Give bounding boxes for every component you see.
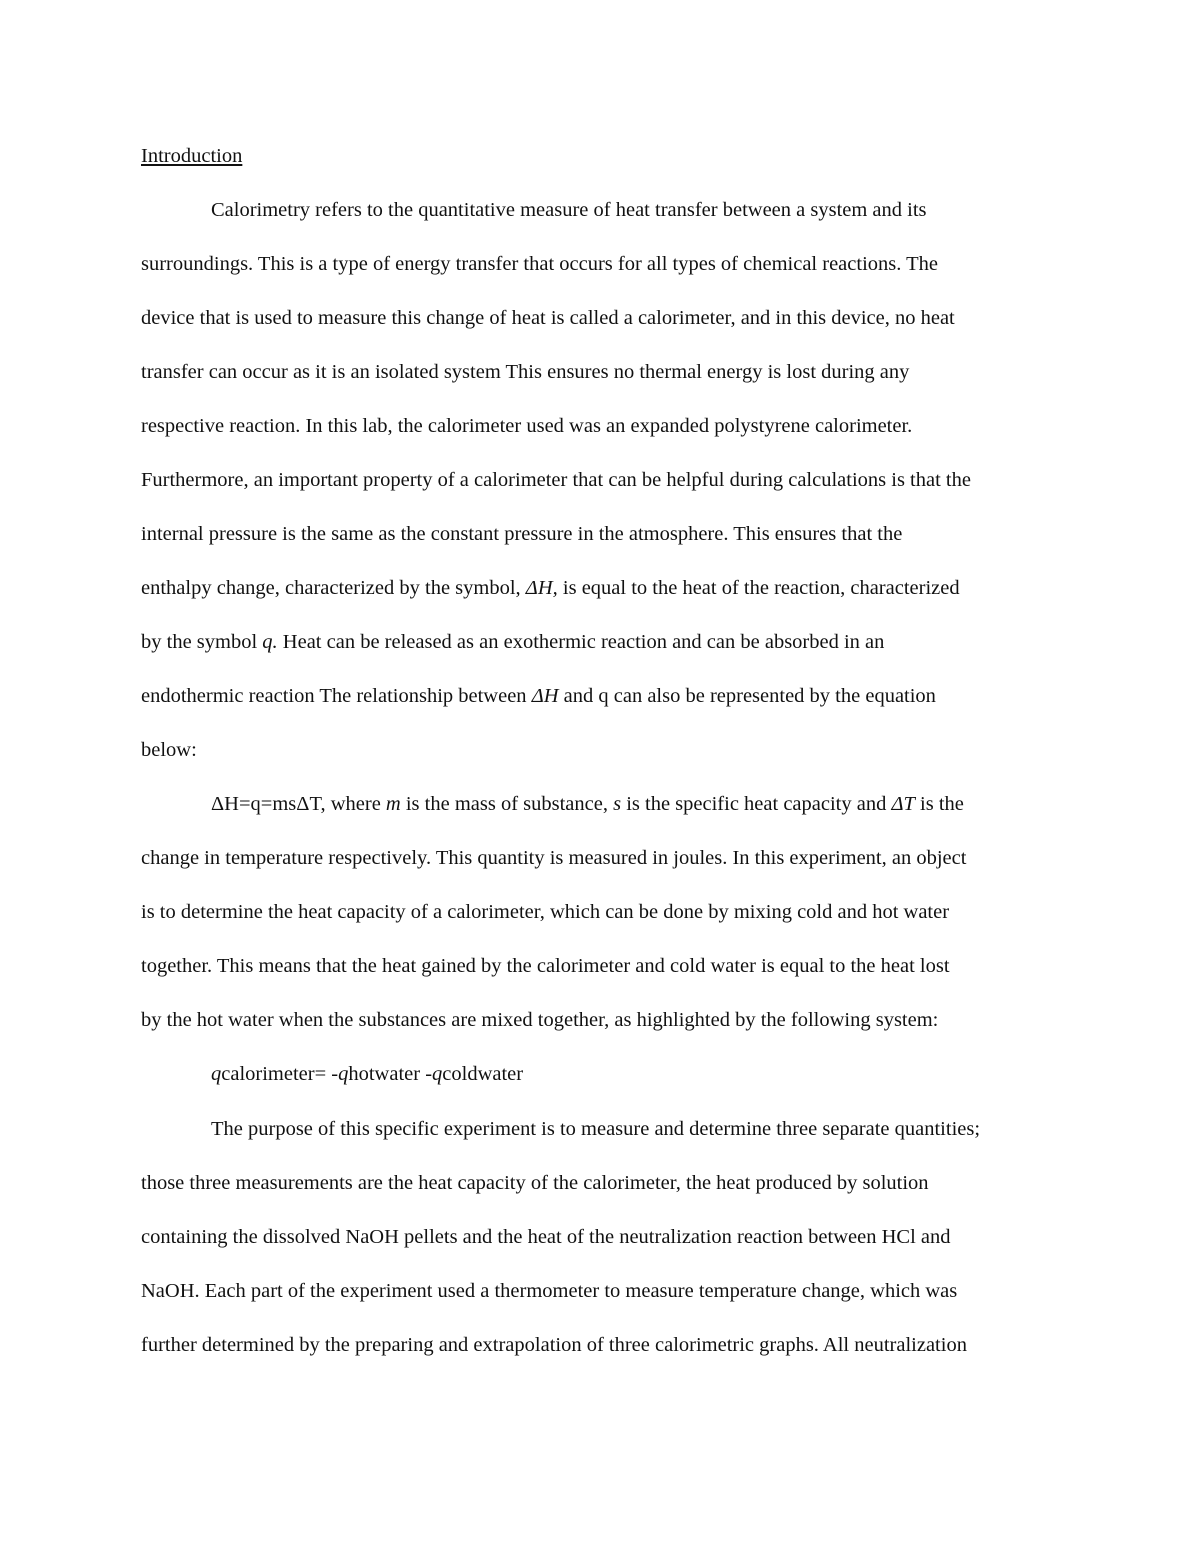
paragraph-line: Furthermore, an important property of a calorimeter that can be helpful during calculations is that the bbox=[141, 469, 971, 491]
paragraph-line: respective reaction. In this lab, the calorimeter used was an expanded polystyrene calorimeter. bbox=[141, 415, 913, 437]
heat-symbol: q bbox=[211, 1063, 222, 1085]
text-span: is the specific heat capacity and bbox=[621, 793, 892, 815]
paragraph-line: The purpose of this specific experiment is to measure and determine three separate quantities; bbox=[211, 1118, 981, 1140]
paragraph-line: internal pressure is the same as the constant pressure in the atmosphere. This ensures that the bbox=[141, 523, 903, 545]
text-span: and q can also be represented by the equation bbox=[558, 685, 936, 707]
text-span: is the bbox=[914, 793, 964, 815]
text-span: enthalpy change, characterized by the symbol, bbox=[141, 577, 526, 599]
enthalpy-symbol: ΔH bbox=[531, 685, 559, 707]
paragraph-line: containing the dissolved NaOH pellets and the heat of the neutralization reaction between HCl and bbox=[141, 1226, 951, 1248]
paragraph-line: those three measurements are the heat capacity of the calorimeter, the heat produced by solution bbox=[141, 1172, 929, 1194]
heat-symbol: q bbox=[338, 1063, 349, 1085]
text-span: endothermic reaction The relationship between bbox=[141, 685, 532, 707]
equation-line bbox=[211, 792, 964, 816]
paragraph-line bbox=[141, 576, 960, 600]
text-span: calorimeter= - bbox=[221, 1063, 339, 1085]
paragraph-line: together. This means that the heat gained by the calorimeter and cold water is equal to the heat lost bbox=[141, 955, 950, 977]
heat-symbol: q bbox=[432, 1063, 443, 1085]
text-span: is equal to the heat of the reaction, characterized bbox=[557, 577, 960, 599]
enthalpy-symbol: ΔH, bbox=[525, 577, 558, 599]
mass-symbol: m bbox=[385, 793, 401, 815]
paragraph-line: further determined by the preparing and extrapolation of three calorimetric graphs. All neutralization bbox=[141, 1334, 967, 1356]
paragraph-line: transfer can occur as it is an isolated system This ensures no thermal energy is lost during any bbox=[141, 361, 910, 383]
text-span: coldwater bbox=[442, 1063, 524, 1085]
paragraph-line: device that is used to measure this change of heat is called a calorimeter, and in this device, no heat bbox=[141, 307, 955, 329]
paragraph-line: change in temperature respectively. This quantity is measured in joules. In this experiment, an object bbox=[141, 847, 967, 869]
delta-t-symbol: ΔT bbox=[891, 793, 915, 815]
paragraph-line bbox=[141, 684, 936, 708]
text-span: Heat can be released as an exothermic reaction and can be absorbed in an bbox=[277, 631, 885, 653]
paragraph-line: Calorimetry refers to the quantitative measure of heat transfer between a system and its bbox=[211, 199, 927, 221]
paragraph-line: below: bbox=[141, 739, 197, 761]
paragraph-line bbox=[141, 630, 884, 654]
equation-text: ΔH=q=msΔT, where bbox=[211, 793, 386, 815]
text-span: by the symbol bbox=[141, 631, 263, 653]
paragraph-line: NaOH. Each part of the experiment used a thermometer to measure temperature change, which was bbox=[141, 1280, 958, 1302]
paragraph-line: by the hot water when the substances are mixed together, as highlighted by the following system: bbox=[141, 1009, 939, 1031]
heat-symbol: q. bbox=[262, 631, 278, 653]
section-heading: Introduction bbox=[141, 145, 243, 167]
paragraph-line: surroundings. This is a type of energy transfer that occurs for all types of chemical reactions. The bbox=[141, 253, 938, 275]
text-span: hotwater - bbox=[348, 1063, 433, 1085]
calorimeter-equation bbox=[211, 1062, 523, 1086]
paragraph-line: is to determine the heat capacity of a calorimeter, which can be done by mixing cold and hot water bbox=[141, 901, 950, 923]
text-span: is the mass of substance, bbox=[400, 793, 614, 815]
specific-heat-symbol: s bbox=[613, 793, 622, 815]
